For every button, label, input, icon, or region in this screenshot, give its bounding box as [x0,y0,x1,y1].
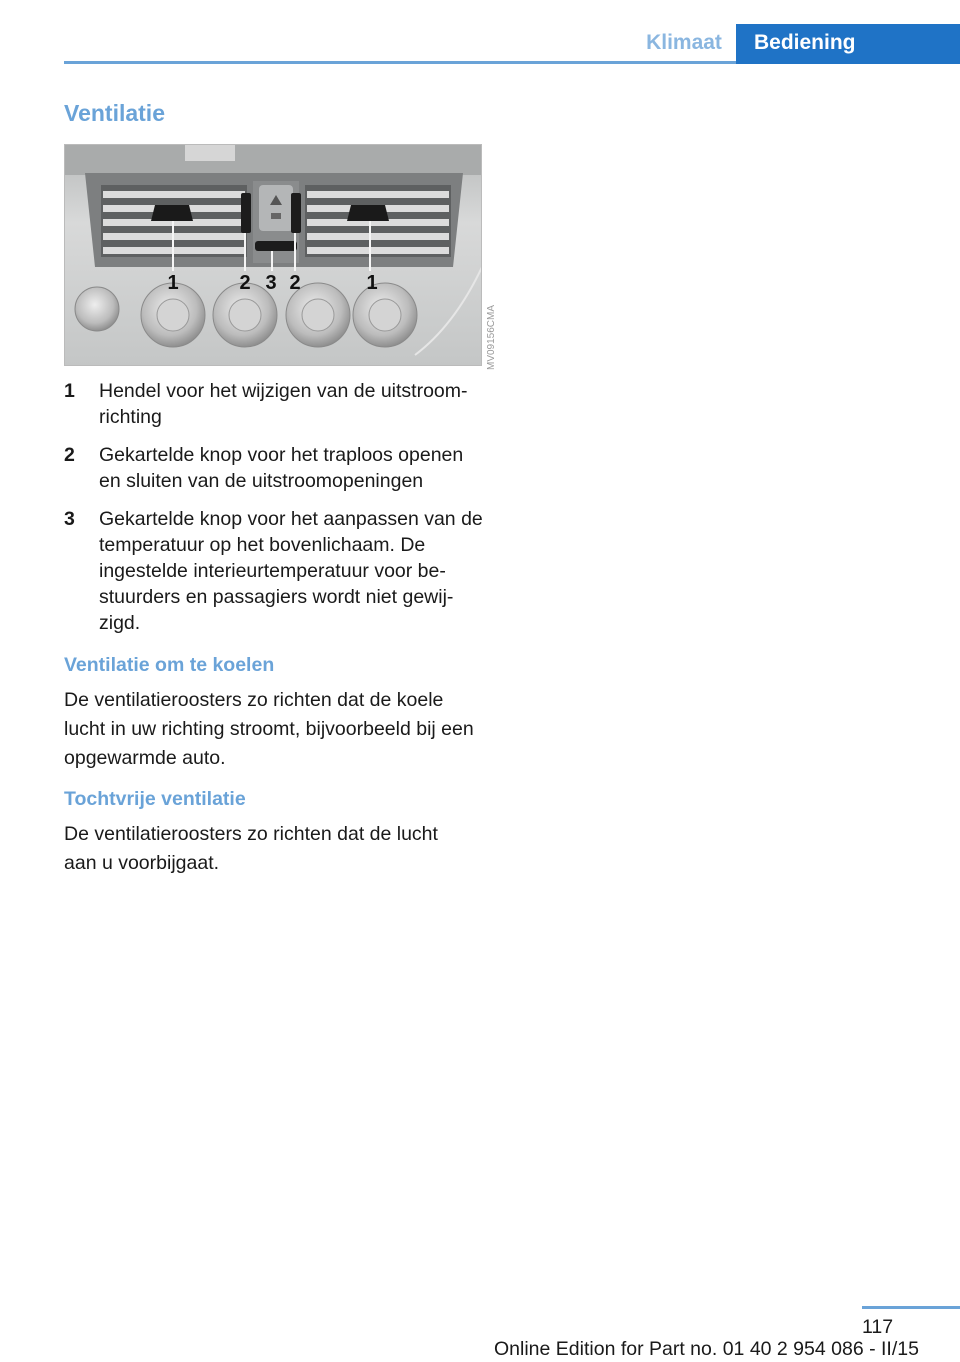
figure-code: MV09156CMA [486,304,497,370]
legend-number: 3 [64,508,75,530]
legend-number: 1 [64,380,75,402]
subsection-text-cooling: De ventilatieroosters zo richten dat de koele lucht in uw richting stroomt, bijvoorbeeld bij een opgewarmde auto. [64,689,474,769]
legend-text: Gekartelde knop voor het traploos openen en sluiten van de uitstroomopeningen [99,444,464,492]
legend-item [64,442,484,494]
legend-item [64,506,484,636]
callout-3: 3 [265,272,277,294]
legend-item [64,378,484,430]
subsection-title-cooling: Ventilatie om te koelen [64,654,275,676]
legend-text: Gekartelde knop voor het aanpassen van de temperatuur op het bovenlichaam. De ingestelde interieurtemperatuur voor be-stuurders en passagiers wordt niet gewij-zigd. [99,508,483,634]
callout-1-right: 1 [366,272,378,294]
subsection-text-draftfree: De ventilatieroosters zo richten dat de lucht aan u voorbijgaat. [64,823,438,874]
vent-photo [64,144,482,366]
legend-text: Hendel voor het wijzigen van de uitstroom-richting [99,380,468,428]
page-number: 117 [862,1316,894,1338]
tab-klimaat[interactable]: Klimaat [646,31,722,54]
subsection-title-draftfree: Tochtvrije ventilatie [64,788,246,810]
callout-2-left: 2 [239,272,251,294]
legend-list [64,378,484,648]
tab-bediening[interactable]: Bediening [736,24,960,64]
footer-rule [862,1306,960,1309]
legend-number: 2 [64,444,75,466]
section-title: Ventilatie [64,100,165,126]
callout-1-left: 1 [167,272,179,294]
edition-footer: Online Edition for Part no. 01 40 2 954 086 - II/15 [494,1338,919,1360]
callout-2-right: 2 [289,272,301,294]
